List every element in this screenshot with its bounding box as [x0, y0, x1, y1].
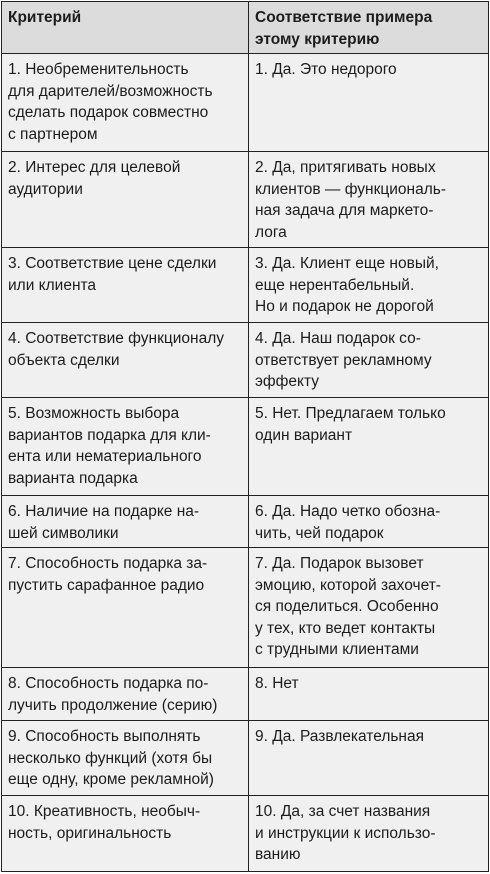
table-row: [2, 248, 489, 323]
table-row: [2, 721, 489, 796]
criterion-cell: 6. Наличие на подарке на- шей символики: [2, 496, 249, 548]
criterion-cell: 3. Соответствие цене сделки или клиента: [2, 248, 249, 323]
table-row: [2, 496, 489, 548]
table-row: [2, 152, 489, 248]
table-row: [2, 796, 489, 872]
criterion-cell: 4. Соответствие функционалу объекта сделки: [2, 323, 249, 398]
criterion-cell: 7. Способность подарка за- пустить сарафанное радио: [2, 548, 249, 668]
match-cell: 5. Нет. Предлагаем только один вариант: [249, 398, 489, 496]
criteria-table: [1, 1, 489, 872]
table-header-row: [2, 2, 489, 54]
header-criterion: Критерий: [2, 2, 249, 54]
match-cell: 3. Да. Клиент еще новый, еще нерентабельный. Но и подарок не дорогой: [249, 248, 489, 323]
criterion-cell: 10. Креативность, необыч- ность, оригинальность: [2, 796, 249, 872]
match-cell: 7. Да. Подарок вызовет эмоцию, которой захочет- ся поделиться. Особенно у тех, кто ведет контакты с трудными клиентами: [249, 548, 489, 668]
header-match: Соответствие примера этому критерию: [249, 2, 489, 54]
table-row: [2, 548, 489, 668]
criterion-cell: 9. Способность выполнять несколько функций (хотя бы еще одну, кроме рекламной): [2, 721, 249, 796]
match-cell: 9. Да. Развлекательная: [249, 721, 489, 796]
match-cell: 10. Да, за счет названия и инструкции к использо- ванию: [249, 796, 489, 872]
table-row: [2, 398, 489, 496]
match-cell: 4. Да. Наш подарок со- ответствует рекламному эффекту: [249, 323, 489, 398]
table-row: [2, 323, 489, 398]
table-row: [2, 54, 489, 152]
match-cell: 2. Да, притягивать новых клиентов — функциональ- ная задача для маркето- лога: [249, 152, 489, 248]
criterion-cell: 5. Возможность выбора вариантов подарка для кли- ента или нематериального варианта подарка: [2, 398, 249, 496]
criterion-cell: 2. Интерес для целевой аудитории: [2, 152, 249, 248]
criterion-cell: 1. Необременительность для дарителей/возможность сделать подарок совместно с партнером: [2, 54, 249, 152]
table-row: [2, 668, 489, 721]
criterion-cell: 8. Способность подарка по- лучить продолжение (серию): [2, 668, 249, 721]
match-cell: 1. Да. Это недорого: [249, 54, 489, 152]
match-cell: 8. Нет: [249, 668, 489, 721]
match-cell: 6. Да. Надо четко обозна- чить, чей подарок: [249, 496, 489, 548]
